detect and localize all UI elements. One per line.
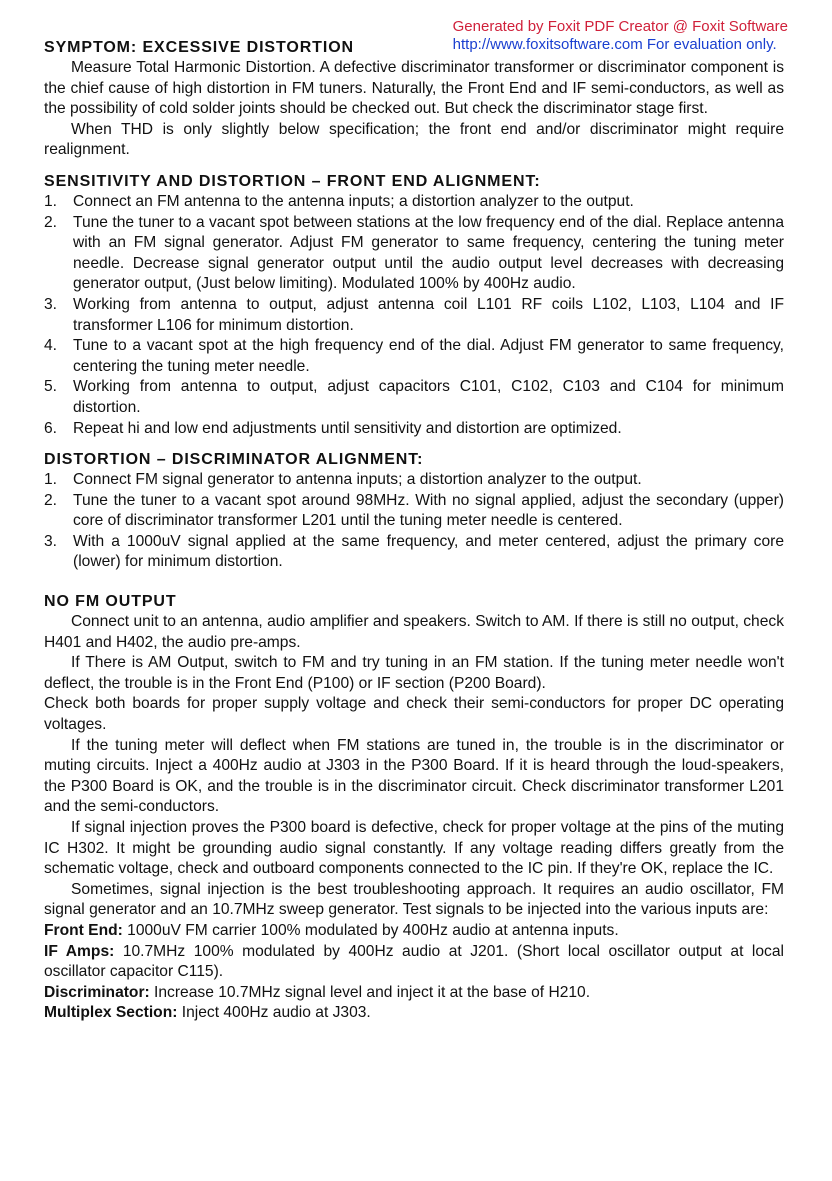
discriminator-heading: DISTORTION – DISCRIMINATOR ALIGNMENT: [44,451,424,469]
list-item [44,377,784,418]
no-fm-paragraph-1: Connect unit to an antenna, audio amplifier and speakers. Switch to AM. If there is still no output, check H401 and H402, the audio pre-amps. [44,613,784,651]
no-fm-paragraph-3: Check both boards for proper supply voltage and check their semi-conductors for proper DC operating voltages. [44,695,784,734]
signal-front-end [44,921,784,942]
document-body [44,37,784,1024]
step-text: Tune the tuner to a vacant spot between stations at the low frequency end of the dial. Replace antenna with an FM signal generator. Adjust FM generator to same frequency, centering the tuning meter needle. Decrease signal generator output until the audio output level decreases with decreasing generator output, (Just below limiting). Modulated 100% by 400Hz audio. [73,213,784,293]
step-number: 4. [44,337,58,355]
step-text: With a 1000uV signal applied at the same frequency, and meter centered, adjust the primary core (lower) for minimum distortion. [73,532,784,571]
front-end-heading: SENSITIVITY AND DISTORTION – FRONT END ALIGNMENT: [44,172,541,190]
step-number: 5. [44,378,58,396]
list-item [44,336,784,377]
step-number: 1. [44,192,58,210]
signal-text: Increase 10.7MHz signal level and inject it at the base of H210. [149,983,591,1001]
no-fm-heading: NO FM OUTPUT [44,593,177,611]
step-number: 3. [44,295,58,313]
front-end-steps [44,192,784,439]
no-fm-paragraph-6: Sometimes, signal injection is the best troubleshooting approach. It requires an audio oscillator, FM signal generator and an 10.7MHz sweep generator. Test signals to be injected into the various inputs are: [44,880,784,919]
list-item [44,213,784,295]
step-number: 1. [44,471,58,489]
signal-label: Multiplex Section: [44,1004,178,1022]
step-number: 6. [44,419,58,437]
step-text: Tune to a vacant spot at the high frequency end of the dial. Adjust FM generator to same frequency, centering the tuning meter needle. [73,337,784,375]
list-item [44,470,784,491]
step-number: 3. [44,532,58,550]
signal-label: Discriminator: [44,983,150,1001]
no-fm-paragraph-2: If There is AM Output, switch to FM and try tuning in an FM station. If the tuning meter needle won't deflect, the trouble is in the Front End (P100) or IF section (P200 Board). [44,654,784,692]
signal-if-amps [44,942,784,983]
step-number: 2. [44,213,58,231]
step-number: 2. [44,491,58,509]
no-fm-paragraph-4: If the tuning meter will deflect when FM stations are tuned in, the trouble is in the discriminator or muting circuits. Inject a 400Hz audio at J303 in the P300 Board. If it is heard through the loud-speakers, the P300 Board is OK, and the trouble is in the discriminator circuit. Check discriminator transformer L201 and the semi-conductors. [44,736,784,816]
step-text: Repeat hi and low end adjustments until sensitivity and distortion are optimized. [73,419,622,437]
signal-multiplex [44,1003,784,1024]
signal-label: Front End: [44,921,123,939]
discriminator-steps [44,470,784,573]
list-item [44,419,784,440]
step-text: Connect an FM antenna to the antenna inputs; a distortion analyzer to the output. [73,192,634,210]
signal-label: IF Amps: [44,942,115,960]
watermark-line-2: http://www.foxitsoftware.com For evaluation only. [452,36,777,53]
symptom-heading: SYMPTOM: EXCESSIVE DISTORTION [44,39,354,56]
signal-text: 1000uV FM carrier 100% modulated by 400Hz audio at antenna inputs. [122,921,619,939]
step-text: Working from antenna to output, adjust capacitors C101, C102, C103 and C104 for minimum distortion. [73,378,784,416]
signal-discriminator [44,983,784,1004]
list-item [44,295,784,336]
step-text: Working from antenna to output, adjust antenna coil L101 RF coils L102, L103, L104 and IF transformer L106 for minimum distortion. [73,295,784,334]
symptom-paragraph-2: When THD is only slightly below specification; the front end and/or discriminator might require realignment. [44,120,784,159]
signal-text: 10.7MHz 100% modulated by 400Hz audio at J201. (Short local oscillator output at local oscillator capacitor C115). [44,942,784,981]
list-item [44,192,784,213]
symptom-paragraph-1: Measure Total Harmonic Distortion. A defective discriminator transformer or discriminator component is the chief cause of high distortion in FM tuners. Naturally, the Front End and IF semi-conductors, as well as the possibility of cold solder joints should be checked out. But check the discriminator stage first. [44,59,784,118]
list-item [44,491,784,532]
list-item [44,532,784,573]
signal-text: Inject 400Hz audio at J303. [177,1004,371,1022]
step-text: Tune the tuner to a vacant spot around 98MHz. With no signal applied, adjust the secondary (upper) core of discriminator transformer L201 until the tuning meter needle is centered. [73,491,784,530]
no-fm-paragraph-5: If signal injection proves the P300 board is defective, check for proper voltage at the pins of the muting IC H302. It might be grounding audio signal constantly. If any voltage reading differs greatly from the schematic voltage, check and outboard components connected to the IC pin. If they're OK, replace the IC. [44,819,784,878]
step-text: Connect FM signal generator to antenna inputs; a distortion analyzer to the output. [73,471,642,489]
watermark-line-1: Generated by Foxit PDF Creator @ Foxit Software [452,18,788,35]
